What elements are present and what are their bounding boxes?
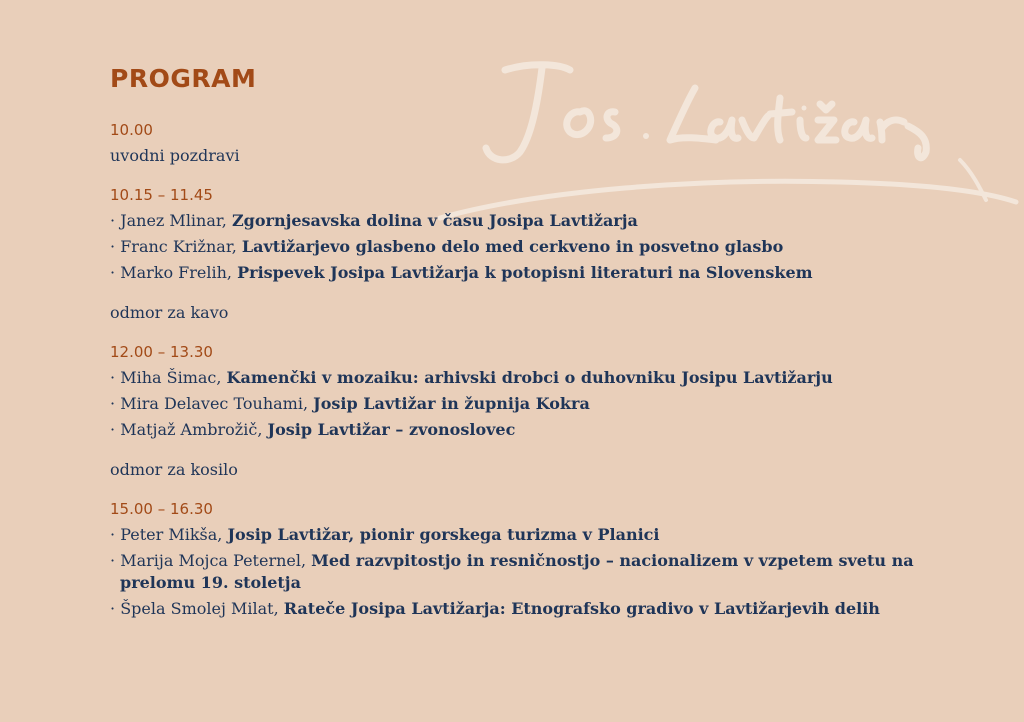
talk-item xyxy=(110,550,990,594)
talk-item xyxy=(110,210,990,232)
talk-topic: Josip Lavtižar – zvonoslovec xyxy=(267,420,516,439)
talk-speaker: Janez Mlinar, xyxy=(120,211,227,230)
talk-item xyxy=(110,524,990,546)
talk-topic: Kamenčki v mozaiku: arhivski drobci o duhovniku Josipu Lavtižarju xyxy=(226,368,833,387)
talk-item xyxy=(110,419,990,441)
talk-item xyxy=(110,236,990,258)
talk-topic: Rateče Josipa Lavtižarja: Etnografsko gradivo v Lavtižarjevih delih xyxy=(283,599,880,618)
program-content xyxy=(110,64,990,638)
talk-topic: Zgornjesavska dolina v času Josipa Lavtižarja xyxy=(231,211,638,230)
session-1 xyxy=(110,185,990,284)
bullet: · xyxy=(110,394,116,413)
talk-topic: Med razvpitostjo in resničnostjo – nacionalizem v vzpetem svetu na prelomu 19. stoletja xyxy=(120,551,914,592)
talk-speaker: Miha Šimac, xyxy=(120,368,222,387)
talk-topic: Josip Lavtižar, pionir gorskega turizma v Planici xyxy=(227,525,660,544)
talk-speaker: Peter Mikša, xyxy=(120,525,223,544)
coffee-break: odmor za kavo xyxy=(110,303,229,322)
talk-speaker: Franc Križnar, xyxy=(120,237,237,256)
bullet: · xyxy=(110,368,116,387)
talk-speaker: Marija Mojca Peternel, xyxy=(120,551,307,570)
bullet: · xyxy=(110,211,116,230)
talk-item xyxy=(110,393,990,415)
session-time: 10.15 – 11.45 xyxy=(110,186,213,204)
talk-topic: Lavtižarjevo glasbeno delo med cerkveno in posvetno glasbo xyxy=(241,237,784,256)
talk-topic: Josip Lavtižar in župnija Kokra xyxy=(313,394,590,413)
bullet: · xyxy=(110,525,116,544)
bullet: · xyxy=(110,420,116,439)
talk-speaker: Špela Smolej Milat, xyxy=(120,599,279,618)
talk-item xyxy=(110,262,990,284)
talk-speaker: Mira Delavec Touhami, xyxy=(120,394,309,413)
session-time: 10.00 xyxy=(110,121,153,139)
bullet: · xyxy=(110,263,116,282)
bullet: · xyxy=(110,599,116,618)
talk-speaker: Marko Frelih, xyxy=(120,263,233,282)
session-time: 12.00 – 13.30 xyxy=(110,343,213,361)
program-title: PROGRAM xyxy=(110,64,257,93)
session-text: uvodni pozdravi xyxy=(110,146,240,165)
session-time: 15.00 – 16.30 xyxy=(110,500,213,518)
talk-speaker: Matjaž Ambrožič, xyxy=(120,420,263,439)
session-opening xyxy=(110,120,990,167)
talk-topic: Prispevek Josipa Lavtižarja k potopisni literaturi na Slovenskem xyxy=(237,263,813,282)
talk-item xyxy=(110,367,990,389)
session-2 xyxy=(110,342,990,441)
lunch-break: odmor za kosilo xyxy=(110,460,238,479)
bullet: · xyxy=(110,551,116,570)
session-3 xyxy=(110,499,990,620)
talk-item xyxy=(110,598,990,620)
bullet: · xyxy=(110,237,116,256)
